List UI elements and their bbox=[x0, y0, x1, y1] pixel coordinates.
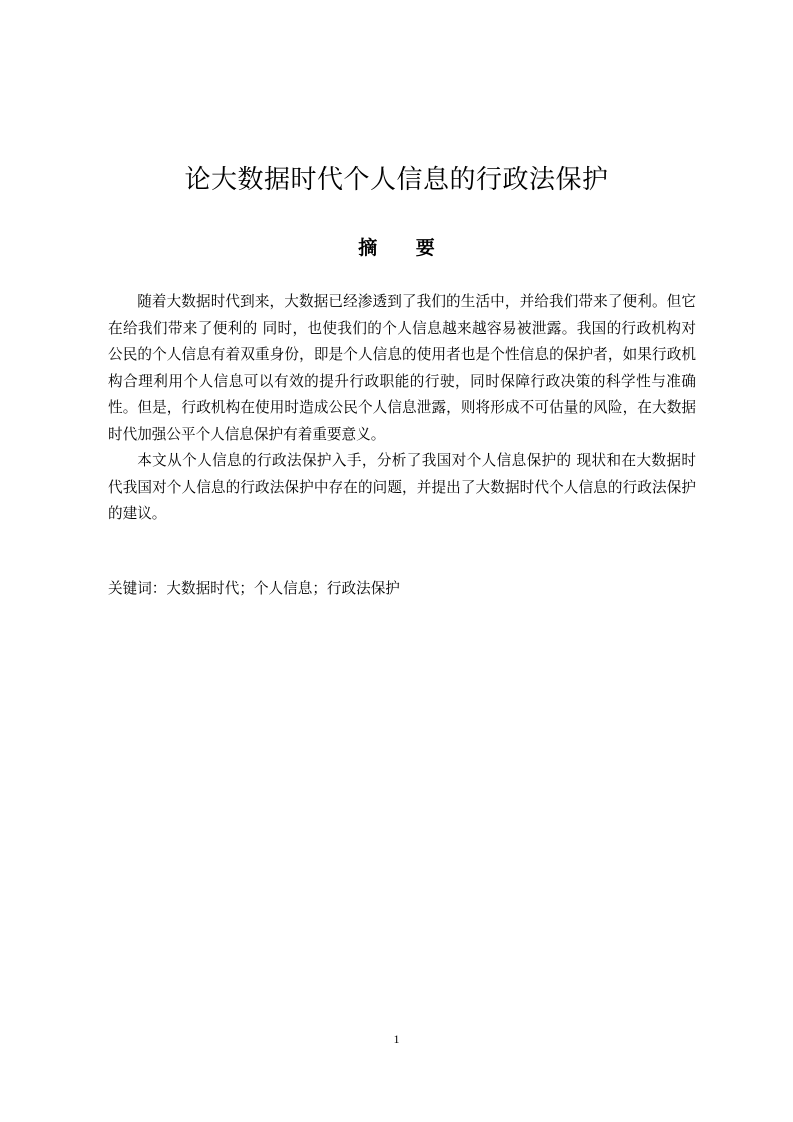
abstract-paragraph-2: 本文从个人信息的行政法保护入手，分析了我国对个人信息保护的 现状和在大数据时代我国对个人信息的行政法保护中存在的问题，并提出了大数据时代个人信息的行政法保护的建议。 bbox=[108, 452, 696, 522]
abstract-body bbox=[108, 289, 696, 528]
document-title: 论大数据时代个人信息的行政法保护 bbox=[184, 165, 609, 195]
abstract-heading: 摘 要 bbox=[358, 237, 451, 259]
keywords-line bbox=[108, 576, 696, 602]
page-number: 1 bbox=[393, 1032, 400, 1046]
keywords-value: 大数据时代；个人信息；行政法保护 bbox=[166, 580, 400, 597]
abstract-paragraph-1: 随着大数据时代到来，大数据已经渗透到了我们的生活中，并给我们带来了便利。但它在给我们带来了便利的 同时，也使我们的个人信息越来越容易被泄露。我国的行政机构对公民的个人信息有着双重身份，即是个人信息的使用者也是个性信息的保护者，如果行政机构合理利用个人信息可以有效的提升行政职能的行驶，同时保障行政决策的科学性与准确性。但是，行政机构在使用时造成公民个人信息泄露，则将形成不可估量的风险，在大数据时代加强公平个人信息保护有着重要意义。 bbox=[108, 293, 696, 443]
keywords-label: 关键词： bbox=[108, 580, 167, 597]
